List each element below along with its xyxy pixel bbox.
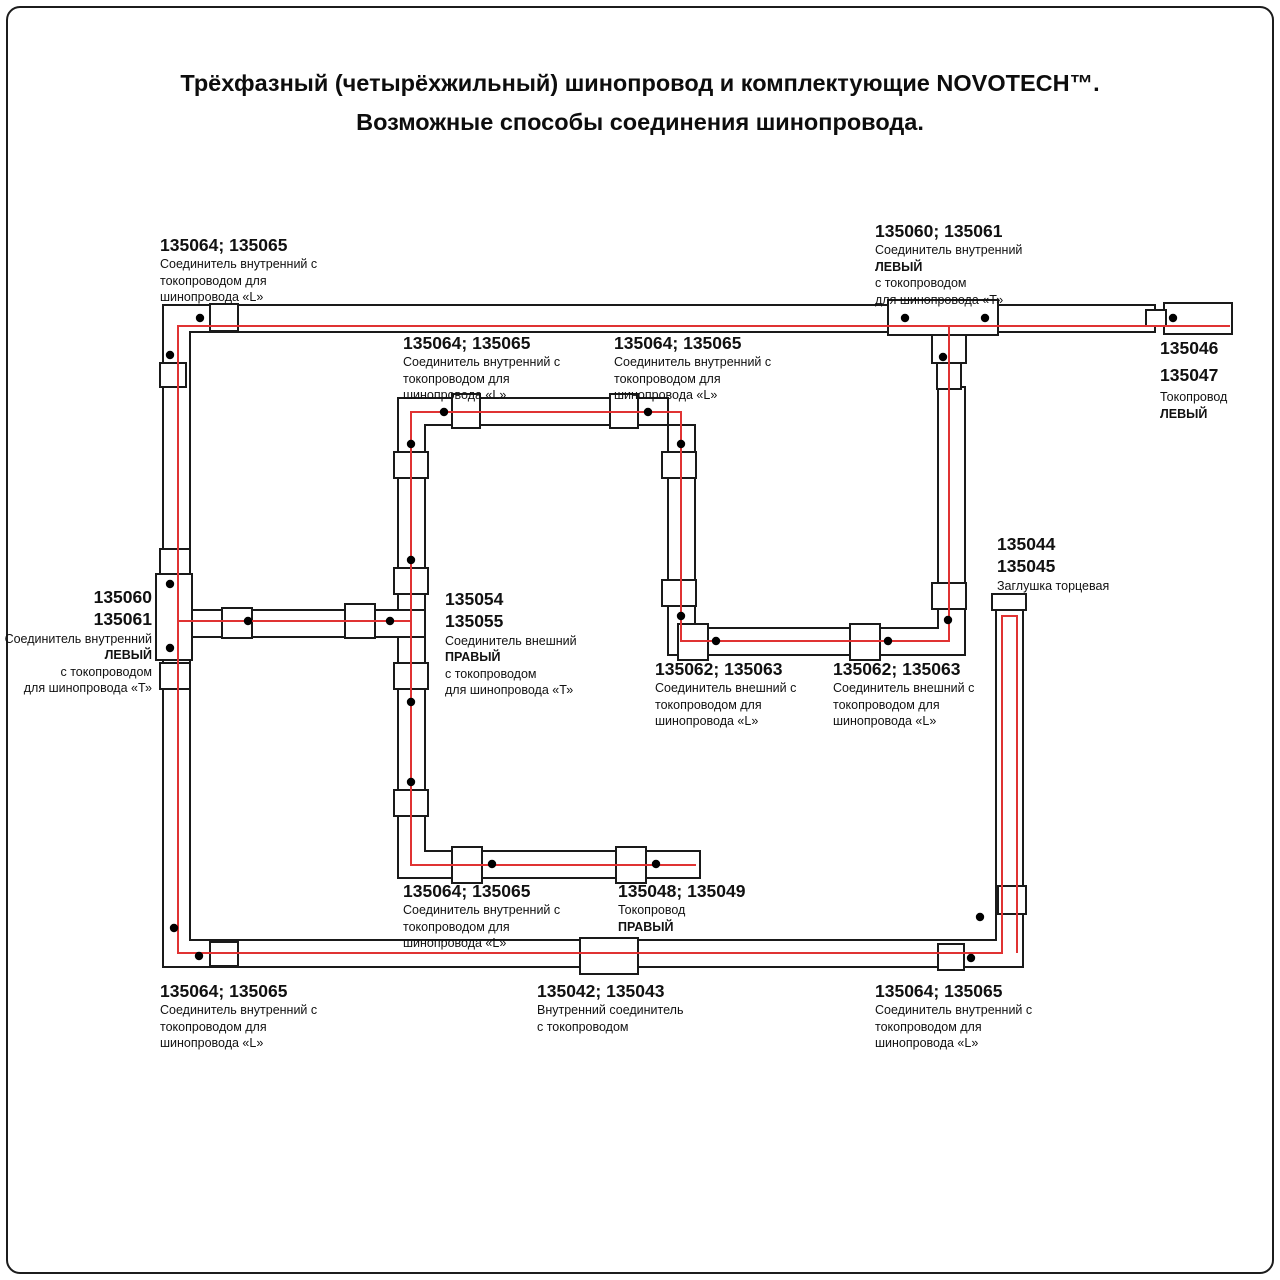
end-cap [992,594,1026,610]
label-mid-a: 135064; 135065 Соединитель внутренний с токопроводом для шинопровода «L» [403,333,561,403]
label-left-t-connector: 135060 135061 Соединитель внутренний ЛЕВЫЙ с токопроводом для шинопровода «Т» [4,587,152,696]
label-right-feed: 135046 135047 Токопровод ЛЕВЫЙ [1160,338,1228,421]
label-external-a: 135062; 135063 Соединитель внешний с токопроводом для шинопровода «L» [655,659,797,729]
label-top-left: 135064; 135065 Соединитель внутренний с токопроводом для шинопровода «L» [160,235,318,305]
label-end-cap: 135044 135045 Заглушка торцевая [997,534,1110,593]
title-line-1: Трёхфазный (четырёхжильный) шинопровод и комплектующие NOVOTECH™. [180,70,1100,96]
label-bottom-right: 135064; 135065 Соединитель внутренний с токопроводом для шинопровода «L» [875,981,1033,1051]
label-bottom-inner-left: 135064; 135065 Соединитель внутренний с токопроводом для шинопровода «L» [403,881,561,951]
label-mid-b: 135064; 135065 Соединитель внутренний с токопроводом для шинопровода «L» [614,333,772,403]
label-bottom-inner-right: 135048; 135049 Токопровод ПРАВЫЙ [618,881,746,934]
label-bottom-left: 135064; 135065 Соединитель внутренний с токопроводом для шинопровода «L» [160,981,318,1051]
title-line-2: Возможные способы соединения шинопровода. [356,109,924,135]
label-top-right: 135060; 135061 Соединитель внутренний ЛЕВЫЙ с токопроводом для шинопровода «Т» [875,221,1023,307]
label-bottom-center: 135042; 135043 Внутренний соединитель с токопроводом [537,981,684,1034]
label-external-b: 135062; 135063 Соединитель внешний с токопроводом для шинопровода «L» [833,659,975,729]
label-center-t-connector: 135054 135055 Соединитель внешний ПРАВЫЙ с токопроводом для шинопровода «Т» [445,589,577,698]
